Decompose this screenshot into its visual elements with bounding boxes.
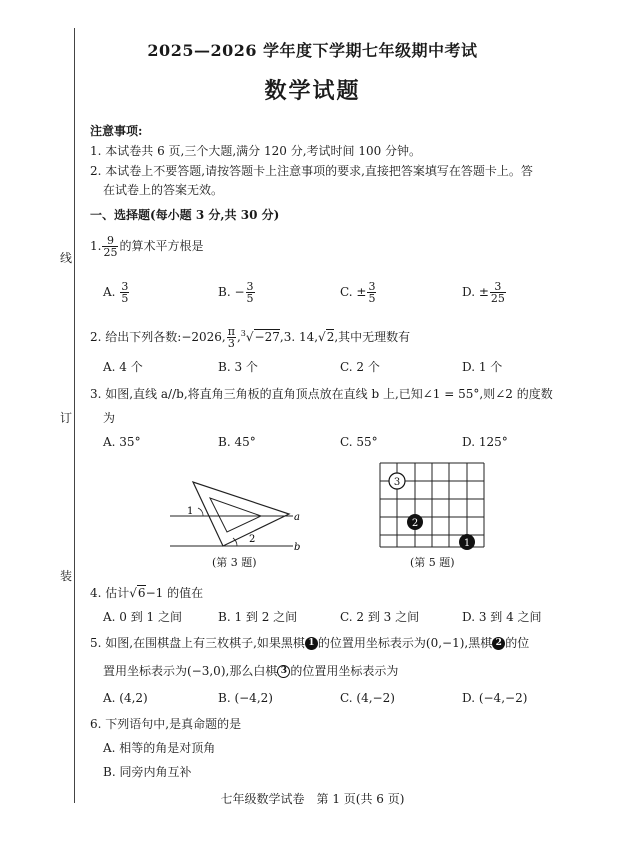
q2-option-c[interactable]: C. 2 个: [340, 360, 380, 374]
set-square-outer: [193, 482, 289, 546]
q2-pi-fraction: $\frac{\pi}{3}$: [227, 325, 235, 350]
q3-option-d[interactable]: D. 125°: [462, 435, 508, 449]
margin-label-ding: 订: [60, 411, 73, 425]
notes-heading: 注意事项:: [90, 124, 143, 138]
notes-item-2: 2. 本试卷上不要答题,请按答题卡上注意事项的要求,直接把答案填写在答题卡上。答: [90, 164, 533, 178]
q2-square-root: 2: [326, 330, 335, 344]
q6-option-a[interactable]: A. 相等的角是对顶角: [103, 741, 216, 755]
q5-option-b[interactable]: B. (−4,2): [218, 691, 273, 705]
margin-label-zhuang: 装: [60, 569, 73, 583]
line-a-label: a: [294, 512, 300, 523]
binding-line: [74, 28, 75, 803]
q2-cube-root: −27: [254, 330, 280, 344]
white-stone-3-label: 3: [393, 477, 401, 488]
q2-option-d[interactable]: D. 1 个: [462, 360, 503, 374]
q4-option-b[interactable]: B. 1 到 2 之间: [218, 610, 298, 624]
q5-stem-line2: 置用坐标表示为(−3,0),那么白棋 3 的位置用坐标表示为: [103, 664, 399, 678]
q4-square-root: 6: [137, 586, 146, 600]
q5-option-d[interactable]: D. (−4,−2): [462, 691, 528, 705]
line-b-label: b: [294, 542, 301, 553]
black-stone-2-icon: 2: [492, 637, 505, 650]
q2-option-b[interactable]: B. 3 个: [218, 360, 258, 374]
q3-stem-line2: 为: [103, 411, 116, 425]
q3-figure-caption: (第 3 题): [212, 556, 257, 569]
page-footer: 七年级数学试卷 第 1 页(共 6 页): [220, 792, 405, 806]
q3-option-b[interactable]: B. 45°: [218, 435, 256, 449]
q6-option-b[interactable]: B. 同旁内角互补: [103, 765, 192, 779]
q2-option-a[interactable]: A. 4 个: [103, 360, 143, 374]
angle-1-arc: [198, 508, 203, 516]
section-heading-choice: 一、选择题(每小题 3 分,共 30 分): [90, 208, 280, 222]
question-2: 2. 给出下列各数:−2026, $\frac{\pi}{3}$ ,$^3$√−27,3. 14,√2,其中无理数有: [90, 325, 411, 350]
q1-option-c[interactable]: C. ± $\frac{3}{5}$: [340, 280, 376, 305]
black-stone-1-icon: 1: [305, 637, 318, 650]
q4-option-a[interactable]: A. 0 到 1 之间: [103, 610, 183, 624]
black-stone-1-label: 1: [463, 538, 471, 549]
exam-title: 2025—2026 学年度下学期七年级期中考试: [147, 41, 478, 60]
q1-stem: 的算术平方根是: [119, 239, 204, 253]
q3-stem-line1: 3. 如图,直线 a//b,将直角三角板的直角顶点放在直线 b 上,已知∠1 = 55°,则∠2 的度数: [90, 387, 553, 401]
q4-option-c[interactable]: C. 2 到 3 之间: [340, 610, 420, 624]
q1-number: 1.: [90, 239, 102, 253]
q3-figure: [165, 468, 310, 553]
notes-item-2-cont: 在试卷上的答案无效。: [103, 183, 224, 197]
q5-go-board: [374, 458, 489, 553]
q5-figure-caption: (第 5 题): [410, 556, 455, 569]
q1-option-d[interactable]: D. ± $\frac{3}{25}$: [462, 280, 505, 305]
q3-option-c[interactable]: C. 55°: [340, 435, 378, 449]
q5-stem-line1: 5. 如图,在围棋盘上有三枚棋子,如果黑棋 1 的位置用坐标表示为(0,−1),黑棋 2 的位: [90, 636, 530, 650]
set-square-inner: [210, 498, 261, 532]
angle-2-label: 2: [249, 534, 256, 545]
q1-option-a[interactable]: A. $\frac{3}{5}$: [103, 280, 129, 305]
q3-option-a[interactable]: A. 35°: [103, 435, 141, 449]
q1-option-b[interactable]: B. − $\frac{3}{5}$: [218, 280, 254, 305]
margin-label-xian: 线: [60, 251, 73, 265]
white-stone-3-icon: 3: [277, 665, 290, 678]
q5-option-c[interactable]: C. (4,−2): [340, 691, 395, 705]
black-stone-2-label: 2: [411, 518, 419, 529]
question-4: 4. 估计√6−1 的值在: [90, 586, 204, 600]
question-1: [90, 232, 203, 260]
q1-fraction: $\frac{9}{25}$: [103, 234, 118, 259]
q6-stem: 6. 下列语句中,是真命题的是: [90, 717, 242, 731]
exam-subtitle: 数学试题: [264, 78, 361, 104]
q5-option-a[interactable]: A. (4,2): [103, 691, 148, 705]
q4-option-d[interactable]: D. 3 到 4 之间: [462, 610, 542, 624]
notes-item-1: 1. 本试卷共 6 页,三个大题,满分 120 分,考试时间 100 分钟。: [90, 144, 422, 158]
angle-1-label: 1: [187, 506, 194, 517]
